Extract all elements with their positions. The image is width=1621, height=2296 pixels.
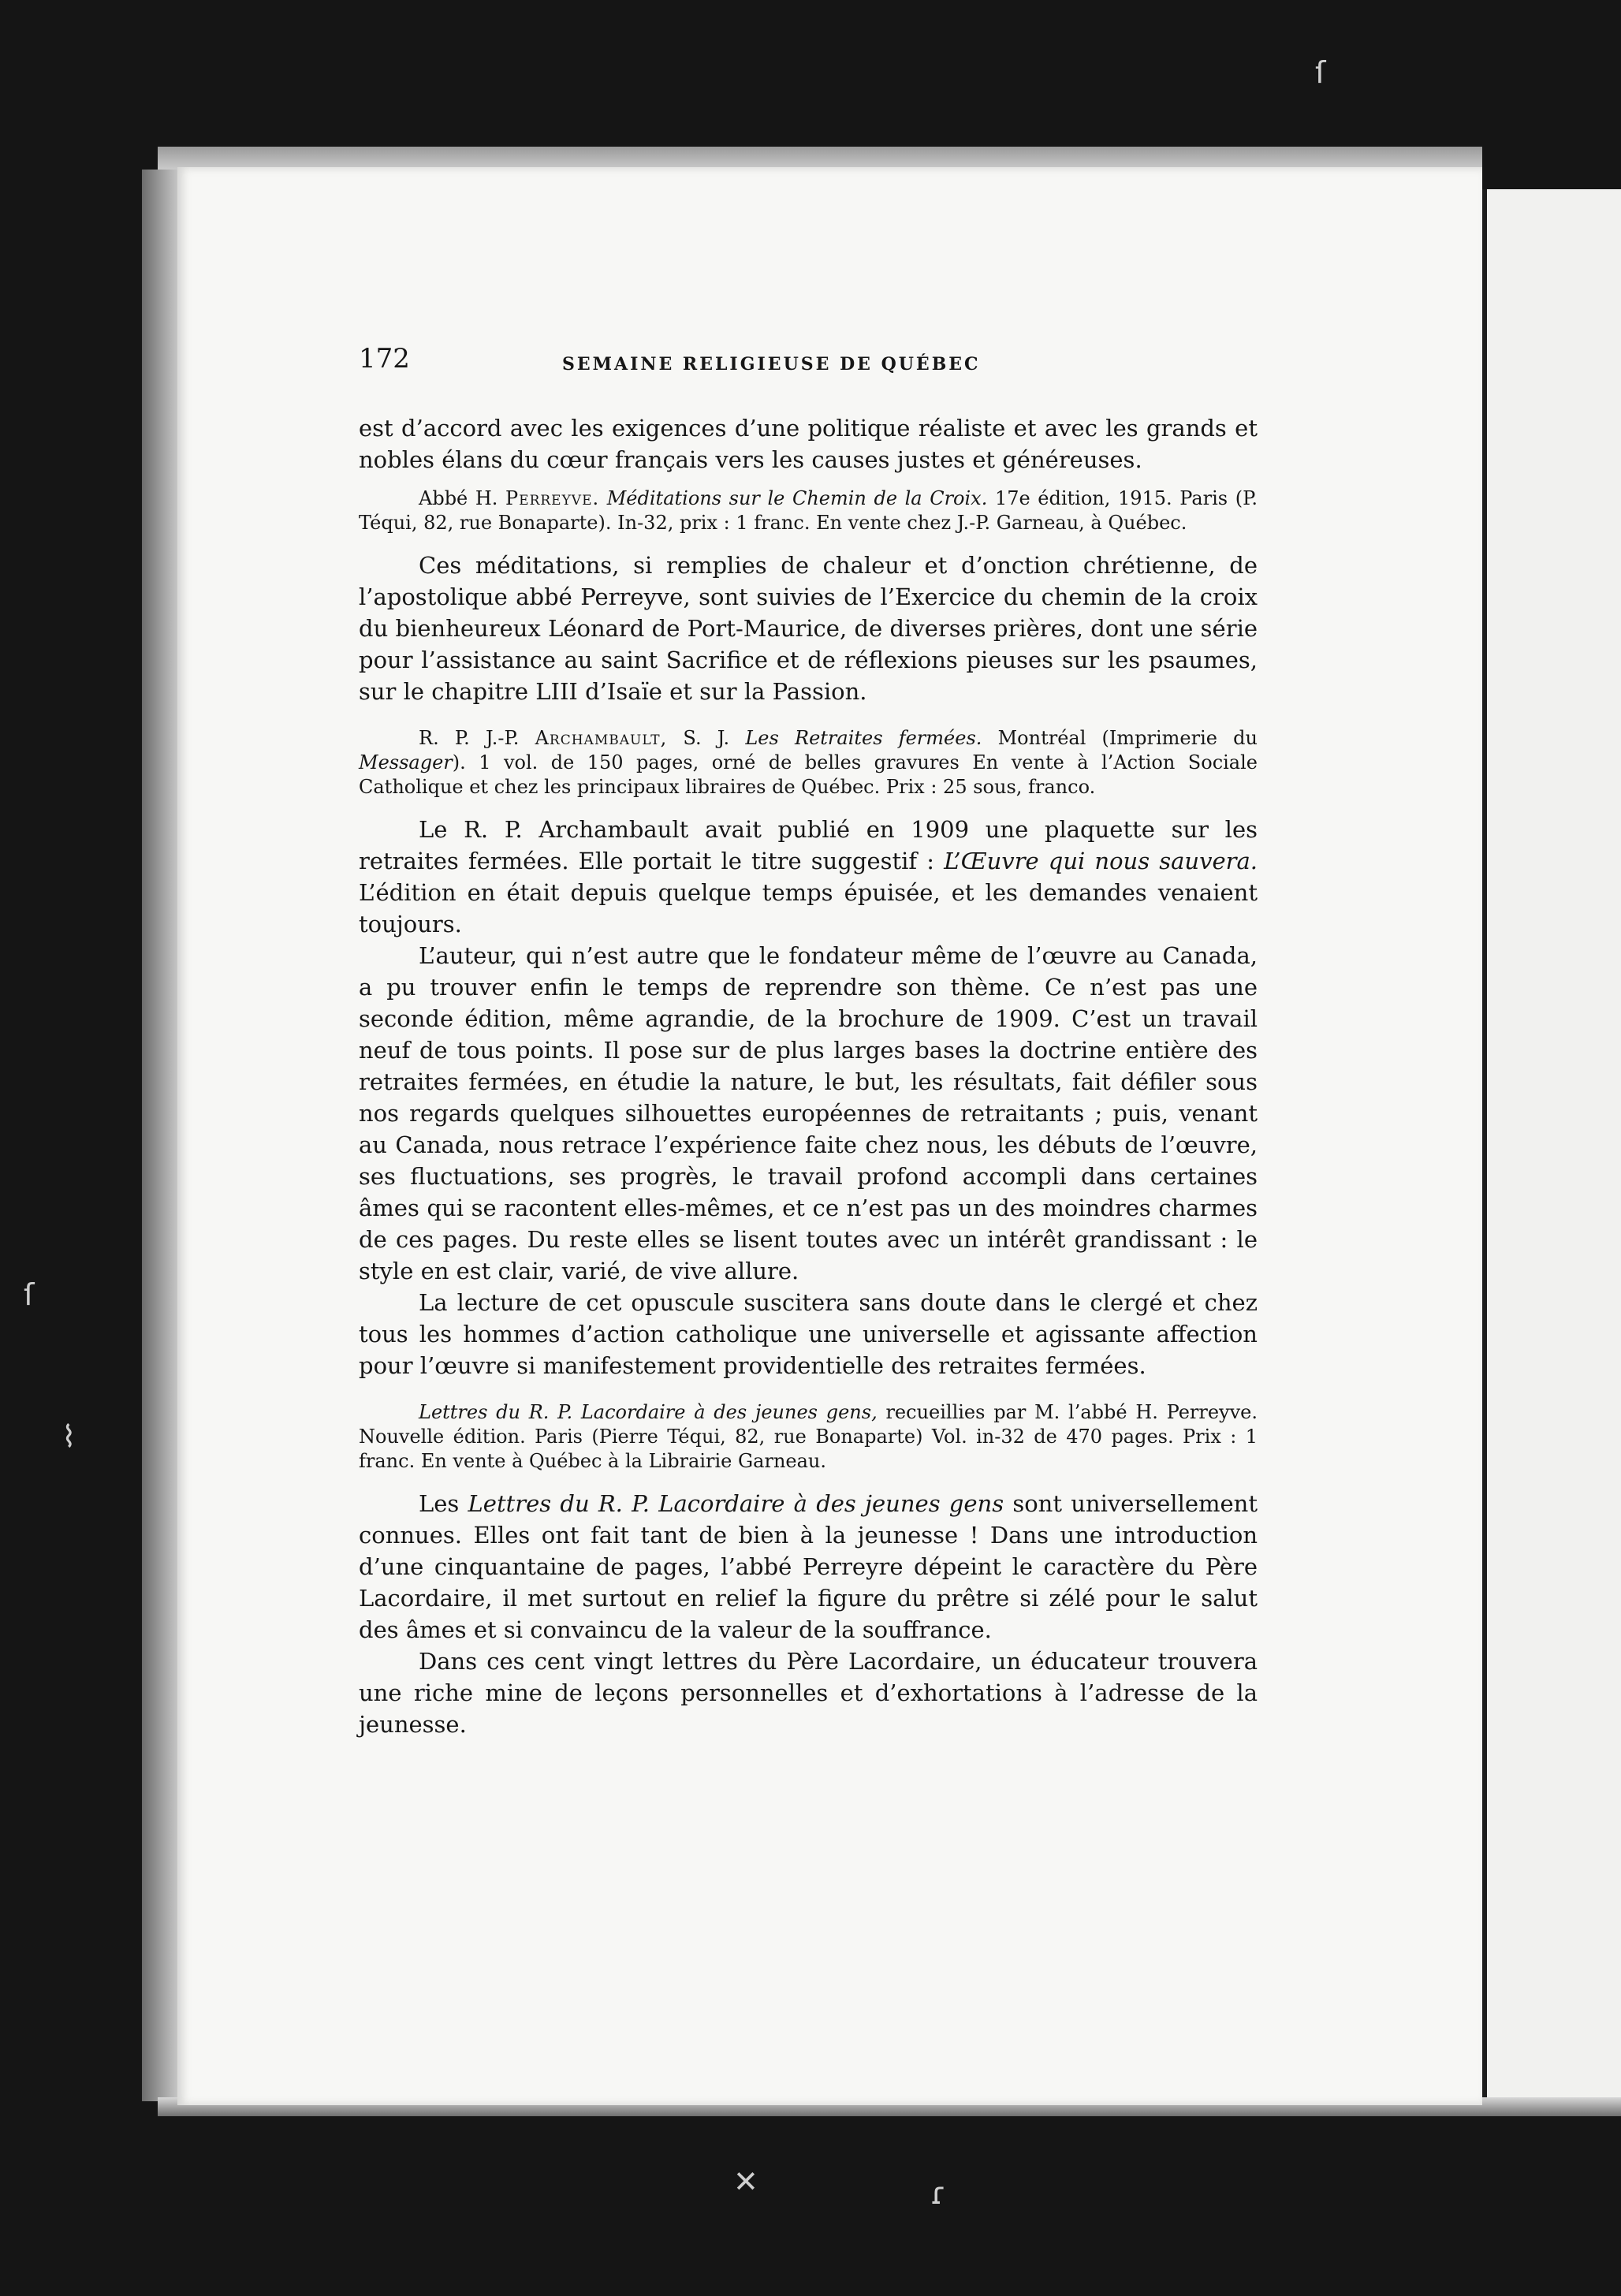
paragraph-3-text: Le R. P. Archambault avait publié en 1909 une plaquette sur les retraites fermées. Elle portait le titre suggestif : (359, 816, 1258, 874)
paragraph-1: est d’accord avec les exigences d’une politique réaliste et avec les grands et nobles élans du cœur français vers les causes justes et généreuses. (359, 415, 1258, 473)
notice-author-suffix: S. J. (667, 727, 746, 749)
dust-mark: ſ (24, 1277, 35, 1312)
notice-title: Les Retraites fermées. (745, 727, 982, 749)
notice-details-italic: Messager (359, 751, 453, 773)
paragraph-7: Dans ces cent vingt lettres du Père Lacordaire, un éducateur trouvera une riche mine de leçons personnelles et d’exhortations à l’adresse de la jeunesse. (359, 1648, 1258, 1738)
paragraph-3-italic: L’Œuvre qui nous sauvera. (944, 848, 1258, 874)
paragraph-6-text-end: sont universellement connues. Elles ont fait tant de bien à la jeunesse ! Dans une introduction d’une cinquantaine de pages, l’abbé Perreyre dépeint le caractère du Père Lacordaire, il met surtout en relief la figure du prêtre si zélé pour le salut des âmes et si convaincu de la valeur de la souffrance. (359, 1490, 1258, 1643)
notice-author-name: Perreyve. (505, 487, 600, 509)
notice-author-name: Archambault, (535, 727, 668, 749)
paragraph-6-text: Les (419, 1490, 468, 1517)
paragraph-2: Ces méditations, si remplies de chaleur et d’onction chrétienne, de l’apostolique abbé Perreyve, sont suivies de l’Exercice du chemin de la croix du bienheureux Léonard de Port-Maurice, de diverses prières, dont une série pour l’assistance au saint Sacrifice et de réflexions pieuses sur les psaumes, sur le chapitre LIII d’Isaïe et sur la Passion. (359, 552, 1258, 705)
dust-mark: ɾ (930, 2176, 947, 2211)
notice-details: 17e édition, 1915. Paris (P. Téqui, 82, rue Bonaparte). In-32, prix : 1 franc. En vente chez J.-P. Garneau, à Québec. (359, 487, 1258, 534)
notice-details-continued: ). 1 vol. de 150 pages, orné de belles gravures En vente à l’Action Sociale Catholique et chez les principaux libraires de Québec. Prix : 25 sous, franco. (359, 751, 1258, 798)
dust-mark: ſ (1315, 55, 1326, 90)
notice-details: Montréal (Imprimerie du (982, 727, 1258, 749)
paragraph-3-text-end: L’édition en était depuis quelque temps épuisée, et les demandes venaient toujours. (359, 879, 1258, 937)
notice-title: Lettres du R. P. Lacordaire à des jeunes gens, (419, 1401, 878, 1423)
running-head (359, 343, 1258, 390)
notice-author: Abbé H. (419, 487, 506, 509)
dust-mark: ✕ (733, 2164, 758, 2199)
facing-page (1482, 189, 1621, 2105)
paragraph-6-italic: Lettres du R. P. Lacordaire à des jeunes gens (468, 1490, 1004, 1517)
book-notice-perreyve (359, 486, 1258, 535)
paragraph-5: La lecture de cet opuscule suscitera sans doute dans le clergé et chez tous les hommes d’action catholique une universelle et agissante affection pour l’œuvre si manifestement providentielle des retraites fermées. (359, 1289, 1258, 1379)
notice-details: recueillies par M. l’abbé H. Perreyve. Nouvelle édition. Paris (Pierre Téqui, 82, rue Bonaparte) Vol. in-32 de 470 pages. Prix : 1 franc. En vente à Québec à la Librairie Garneau. (359, 1401, 1258, 1472)
dust-mark: ⌇ (61, 1419, 76, 1454)
notice-author: R. P. J.-P. (419, 727, 535, 749)
paragraph-4: L’auteur, qui n’est autre que le fondateur même de l’œuvre au Canada, a pu trouver enfin le temps de reprendre son thème. Ce n’est pas une seconde édition, même agrandie, de la brochure de 1909. C’est un travail neuf de tous points. Il pose sur de plus larges bases la doctrine entière des retraites fermées, en étudie la nature, le but, les résultats, fait défiler sous nos regards quelques silhouettes européennes de retraitants ; puis, venant au Canada, nous retrace l’expérience faite chez nous, les débuts de l’œuvre, ses fluctuations, ses progrès, le travail profond accompli dans certaines âmes qui se racontent elles-mêmes, et ce n’est pas un des moindres charmes de ces pages. Du reste elles se lisent toutes avec un intérêt grandissant : le style en est clair, varié, de vive allure. (359, 942, 1258, 1284)
book-notice-lacordaire (359, 1400, 1258, 1474)
page-edge-left (142, 170, 181, 2101)
paragraph-3 (359, 814, 1258, 940)
notice-title: Méditations sur le Chemin de la Croix. (606, 487, 988, 509)
paragraph-6 (359, 1488, 1258, 1646)
page-content (359, 343, 1258, 1740)
page-number: 172 (359, 343, 410, 375)
book-notice-archambault (359, 726, 1258, 800)
running-head-title: SEMAINE RELIGIEUSE DE QUÉBEC (562, 354, 981, 375)
